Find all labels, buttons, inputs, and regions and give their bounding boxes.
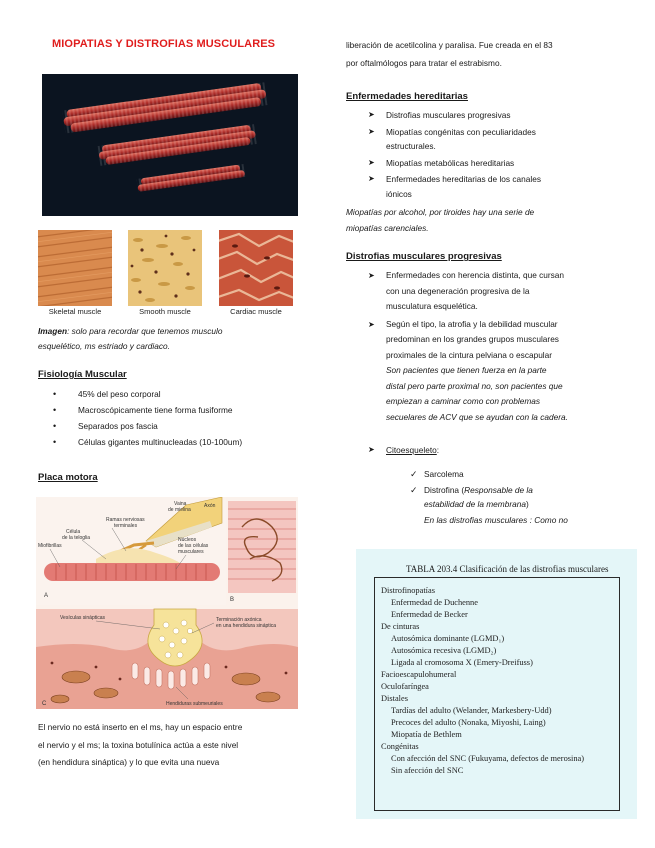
table-row: Miopatía de Bethlem	[391, 730, 462, 739]
continued-paragraph: liberación de acetilcolina y paralisa. Fue creada en el 83 por oftalmólogos para tratar el estrabismo.	[346, 40, 553, 68]
label-hendiduras: Hendiduras submeuriales	[166, 701, 223, 707]
table-row: Tardías del adulto (Welander, Markesbery-Udd)	[391, 706, 552, 715]
table-frame	[374, 577, 620, 811]
table-row: Oculofaríngea	[381, 682, 429, 691]
list-item: ➤ Según el tipo, la atrofia y la debilidad muscular predominan en los grandes grupos musculares proximales de la cintura pelviana o escapular Son pacientes que tienen fuerza en la parte distal pero parte proximal no, son pacientes que empiezan a caminar como con problemas secuelares de ACV que se ayudan con la cadera.	[368, 318, 568, 422]
arrow-bullet-icon: ➤	[368, 110, 375, 119]
citoesqueleto-label: Citoesqueleto	[386, 445, 437, 455]
image-note-label: Imagen	[38, 326, 68, 336]
tissue-caption-smooth: Smooth muscle	[139, 307, 191, 316]
check-icon: ✓	[410, 469, 418, 479]
progresivas-heading: Distrofias musculares progresivas	[346, 251, 502, 262]
table-row: Distales	[381, 694, 408, 703]
label-celula-2: de la teloglia	[62, 535, 91, 541]
list-item: ➤ Citoesqueleto:	[386, 443, 646, 458]
hereditarias-list	[368, 108, 636, 201]
cardiac-muscle-image	[219, 230, 293, 306]
panel-a-label: A	[44, 593, 49, 599]
list-item: ➤ Miopatías congénitas con peculiaridades estructurales.	[368, 126, 536, 151]
placa-heading: Placa motora	[38, 472, 98, 483]
list-item: ➤ Enfermedades con herencia distinta, que cursan con una degeneración progresiva de la musculatura esquelética.	[368, 270, 565, 311]
table-row: Enfermedad de Duchenne	[391, 598, 478, 607]
arrow-bullet-icon: ➤	[368, 445, 375, 454]
arrow-bullet-icon: ➤	[368, 319, 375, 329]
page-title: MIOPATIAS Y DISTROFIAS MUSCULARES	[52, 38, 276, 50]
table-row: Congénitas	[381, 742, 419, 751]
citoesqueleto-list	[410, 467, 634, 527]
label-celula-1: Célula	[66, 529, 81, 535]
table-row: Distrofinopatías	[381, 586, 435, 595]
panel-b-label: B	[230, 597, 235, 603]
table-row: Sin afección del SNC	[391, 766, 464, 775]
arrow-bullet-icon: ➤	[368, 174, 375, 183]
label-nucleos-3: musculares	[178, 549, 204, 555]
botulinum-paragraph: El nervio no está inserto en el ms, hay un espacio entre el nervio y el ms; la toxina botulínica actúa a este nivel (en hendidura sináptica) y lo que evita una nueva	[38, 722, 243, 767]
label-axon: Axón	[204, 503, 216, 509]
list-item: • 45% del peso corporal	[78, 386, 242, 402]
list-item: ➤ Miopatías metabólicas hereditarias	[386, 156, 636, 171]
table-row: Facioescapulohumeral	[381, 670, 457, 679]
table-row: Ligada al cromosoma X (Emery-Dreifuss)	[391, 658, 533, 667]
label-vaina: Vaina	[174, 501, 187, 507]
check-icon: ✓	[410, 484, 418, 495]
distrofias-note: En las distrofias musculares : Como no	[424, 514, 568, 525]
table-row: Autosómica recesiva (LGMD₂)	[391, 646, 497, 655]
table-row: Enfermedad de Becker	[391, 610, 468, 619]
label-vesiculas: Vesículas sinápticas	[60, 615, 106, 621]
list-item: ✓ Sarcolema	[424, 467, 634, 482]
panel-c-label: C	[42, 701, 47, 707]
hereditarias-heading: Enfermedades hereditarias	[346, 91, 468, 102]
image-note: Imagen: solo para recordar que tenemos musculo esquelético, ms estriado y cardiaco.	[38, 326, 223, 351]
table-row: De cinturas	[381, 622, 420, 631]
smooth-muscle-image	[128, 230, 202, 306]
muscle-fibers-image	[42, 74, 298, 216]
progresivas-list	[368, 268, 646, 458]
label-ramas-2: terminales	[114, 523, 138, 529]
label-nucleos-1: Núcleos	[178, 537, 197, 543]
tissue-caption-skeletal: Skeletal muscle	[48, 307, 102, 316]
label-terminacion-2: en una hendidura sináptica	[216, 623, 277, 629]
tissue-caption-cardiac: Cardiac muscle	[230, 307, 282, 316]
table-row: Precoces del adulto (Nonaka, Miyoshi, Laing)	[391, 718, 546, 727]
arrow-bullet-icon: ➤	[368, 271, 375, 280]
label-miofibrillas: Miofibrillas	[38, 543, 62, 549]
classification-table	[356, 549, 637, 819]
arrow-bullet-icon: ➤	[368, 157, 375, 167]
list-item: ✓ Distrofina (Responsable de la estabilidad de la membrana)	[410, 484, 533, 509]
label-terminacion-1: Terminación axónica	[216, 617, 262, 623]
skeletal-muscle-image	[38, 230, 112, 306]
table-row: Con afección del SNC (Fukuyama, defectos de merosina)	[391, 754, 585, 763]
list-item: • Células gigantes multinucleadas (10-100um)	[78, 434, 242, 450]
hereditarias-note: Miopatías por alcohol, por tiroides hay una serie de miopatías carenciales.	[346, 207, 535, 233]
label-nucleos-2: de las células	[178, 543, 209, 549]
list-item: ➤ Enfermedades hereditarias de los canales iónicos	[368, 174, 541, 199]
list-item: • Separados pos fascia	[78, 418, 242, 434]
neuromuscular-junction-diagram	[36, 497, 298, 709]
label-mielina: de mielina	[168, 507, 191, 513]
label-ramas-1: Ramas nerviosas	[106, 517, 145, 523]
arrow-bullet-icon: ➤	[368, 126, 375, 136]
list-item: • Macroscópicamente tiene forma fusiforme	[78, 402, 242, 418]
fisiologia-list	[78, 386, 242, 450]
list-item: ➤ Distrofias musculares progresivas	[386, 108, 636, 123]
table-row: Autosómica dominante (LGMD₁)	[391, 634, 505, 643]
table-title: TABLA 203.4 Clasificación de las distrofias musculares	[406, 564, 609, 574]
fisiologia-heading: Fisiología Muscular	[38, 369, 127, 380]
